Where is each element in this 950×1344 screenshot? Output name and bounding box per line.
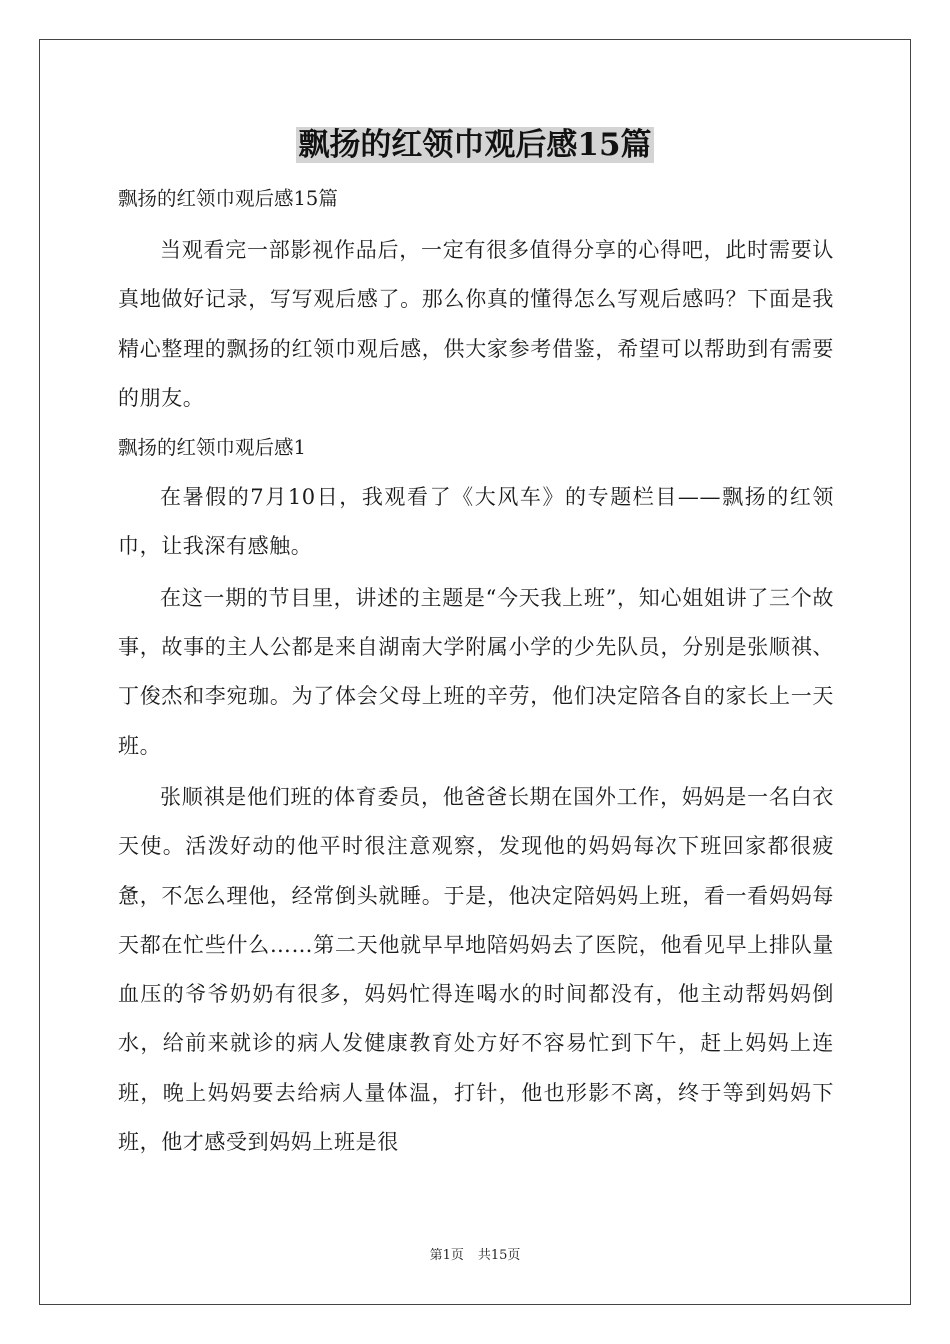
page-footer xyxy=(0,1246,950,1266)
page-number: 第1页 xyxy=(429,1248,464,1263)
intro-paragraph: 当观看完一部影视作品后，一定有很多值得分享的心得吧，此时需要认真地做好记录，写写观后感了。那么你真的懂得怎么写观后感吗？下面是我精心整理的飘扬的红领巾观后感，供大家参考借鉴，希望可以帮助到有需要的朋友。 xyxy=(118,238,834,410)
document-subtitle: 飘扬的红领巾观后感15篇 xyxy=(118,187,338,210)
body-paragraph: 张顺祺是他们班的体育委员，他爸爸长期在国外工作，妈妈是一名白衣天使。活泼好动的他平时很注意观察，发现他的妈妈每次下班回家都很疲惫，不怎么理他，经常倒头就睡。于是，他决定陪妈妈上班，看一看妈妈每天都在忙些什么……第二天他就早早地陪妈妈去了医院，他看见早上排队量血压的爷爷奶奶有很多，妈妈忙得连喝水的时间都没有，他主动帮妈妈倒水，给前来就诊的病人发健康教育处方好不容易忙到下午，赶上妈妈上连班，晚上妈妈要去给病人量体温，打针，他也形影不离，终于等到妈妈下班，他才感受到妈妈上班是很 xyxy=(118,784,834,1155)
document-body xyxy=(118,176,834,1167)
document-title-text: 飘扬的红领巾观后感15篇 xyxy=(298,127,652,163)
body-paragraph: 在这一期的节目里，讲述的主题是“今天我上班”，知心姐姐讲了三个故事，故事的主人公都是来自湖南大学附属小学的少先队员，分别是张顺祺、丁俊杰和李宛珈。为了体会父母上班的辛劳，他们决定陪各自的家长上一天班。 xyxy=(118,585,834,758)
section-heading: 飘扬的红领巾观后感1 xyxy=(118,436,306,460)
page-total: 共15页 xyxy=(477,1248,521,1263)
body-paragraph: 在暑假的7月10日，我观看了《大风车》的专题栏目——飘扬的红领巾，让我深有感触。 xyxy=(118,485,834,559)
document-title xyxy=(0,122,950,168)
